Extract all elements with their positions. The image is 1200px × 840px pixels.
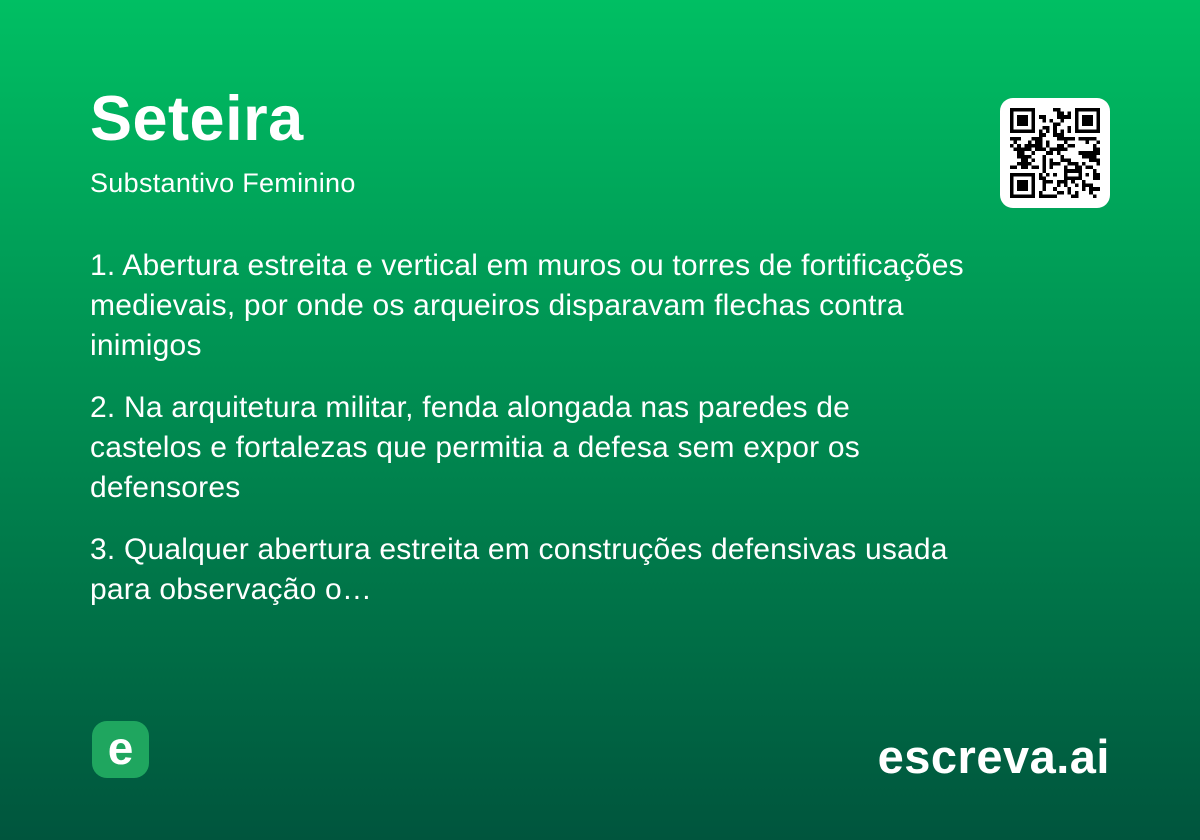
definition-1-line-1: 1. Abertura estreita e vertical em muros ou torres de fortificações [90, 249, 964, 282]
definition-1-line-2: medievais, por onde os arqueiros disparavam flechas contra [90, 289, 904, 322]
definition-1-line-3: inimigos [90, 329, 202, 362]
escreva-logo-letter: e [107, 721, 134, 774]
definitions-list [90, 246, 1130, 632]
definition-2-line-3: defensores [90, 471, 241, 504]
definition-2 [90, 388, 1130, 508]
definition-2-line-2: castelos e fortalezas que permitia a defesa sem expor os [90, 431, 860, 464]
definition-2-line-1: 2. Na arquitetura militar, fenda alongada nas paredes de [90, 391, 851, 424]
definition-3 [90, 530, 1130, 610]
word-class-subtitle: Substantivo Feminino [90, 168, 356, 198]
brand-name: escreva.ai [877, 730, 1110, 783]
definition-3-line-1: 3. Qualquer abertura estreita em construções defensivas usada [90, 533, 948, 566]
word-title: Seteira [90, 84, 304, 154]
escreva-logo [92, 721, 149, 778]
definition-1 [90, 246, 1130, 366]
definition-3-line-2: para observação o… [90, 573, 373, 606]
qr-code-icon [1010, 108, 1100, 198]
qr-code [1000, 98, 1110, 208]
